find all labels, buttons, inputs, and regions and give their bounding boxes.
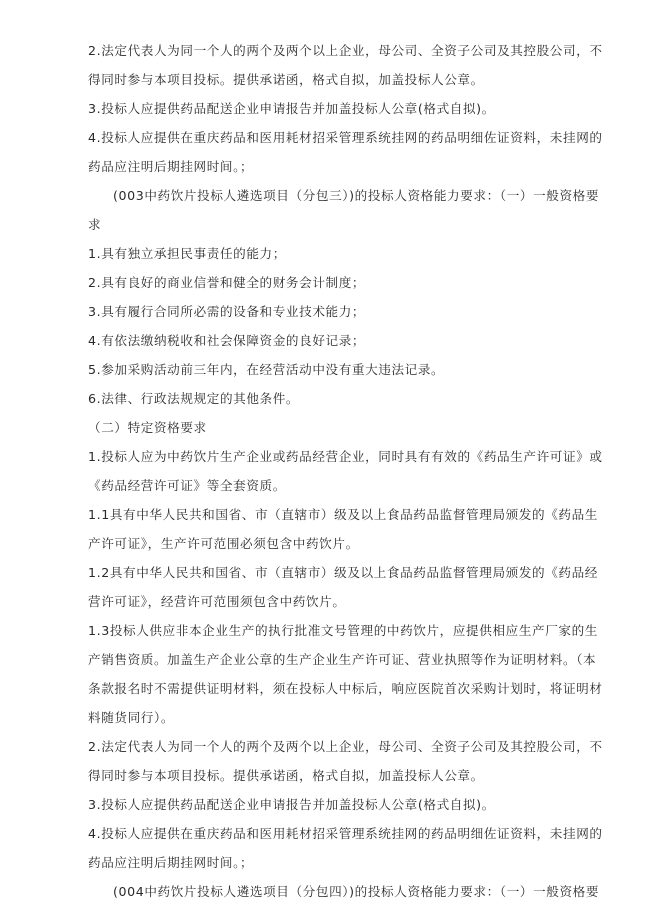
paragraph: 3.投标人应提供药品配送企业申请报告并加盖投标人公章(格式自拟)。: [88, 797, 495, 812]
section-heading-003: (003中药饮片投标人遴选项目（分包三）)的投标人资格能力要求：（一）一般资格要求: [88, 188, 600, 232]
section-heading-004: (004中药饮片投标人遴选项目（分包四）)的投标人资格能力要求：（一）一般资格要: [113, 884, 600, 899]
paragraph: 4.投标人应提供在重庆药品和医用耗材招采管理系统挂网的药品明细佐证资料，未挂网的药品应注明后期挂网时间。；: [88, 826, 603, 870]
paragraph: 1.1具有中华人民共和国省、市（直辖市）级及以上食品药品监督管理局颁发的《药品生产许可证》，生产许可范围必须包含中药饮片。: [88, 507, 598, 551]
paragraph: 1.2具有中华人民共和国省、市（直辖市）级及以上食品药品监督管理局颁发的《药品经营许可证》，经营许可范围须包含中药饮片。: [88, 565, 598, 609]
paragraph: 2.法定代表人为同一个人的两个及两个以上企业，母公司、全资子公司及其控股公司，不得同时参与本项目投标。提供承诺函，格式自拟，加盖投标人公章。: [88, 739, 603, 783]
paragraph: 4.有依法缴纳税收和社会保障资金的良好记录；: [88, 333, 366, 348]
paragraph: 1.投标人应为中药饮片生产企业或药品经营企业，同时具有有效的《药品生产许可证》或《药品经营许可证》等全套资质。: [88, 449, 603, 493]
paragraph: 2.法定代表人为同一个人的两个及两个以上企业，母公司、全资子公司及其控股公司，不得同时参与本项目投标。提供承诺函，格式自拟，加盖投标人公章。: [88, 43, 603, 87]
paragraph: 6.法律、行政法规规定的其他条件。: [88, 391, 300, 406]
paragraph: 3.具有履行合同所必需的设备和专业技术能力；: [88, 304, 366, 319]
paragraph: 4.投标人应提供在重庆药品和医用耗材招采管理系统挂网的药品明细佐证资料，未挂网的药品应注明后期挂网时间。；: [88, 130, 603, 174]
subsection-heading: （二）特定资格要求: [88, 420, 207, 435]
paragraph: 2.具有良好的商业信誉和健全的财务会计制度；: [88, 275, 366, 290]
paragraph: 3.投标人应提供药品配送企业申请报告并加盖投标人公章(格式自拟)。: [88, 101, 495, 116]
paragraph: 1.3投标人供应非本企业生产的执行批准文号管理的中药饮片，应提供相应生产厂家的生产销售资质。加盖生产企业公章的生产企业生产许可证、营业执照等作为证明材料。（本条款报名时不需提供证明材料，须在投标人中标后，响应医院首次采购计划时，将证明材料随货同行）。: [88, 623, 603, 725]
paragraph: 1.具有独立承担民事责任的能力；: [88, 246, 286, 261]
paragraph: 5.参加采购活动前三年内，在经营活动中没有重大违法记录。: [88, 362, 445, 377]
